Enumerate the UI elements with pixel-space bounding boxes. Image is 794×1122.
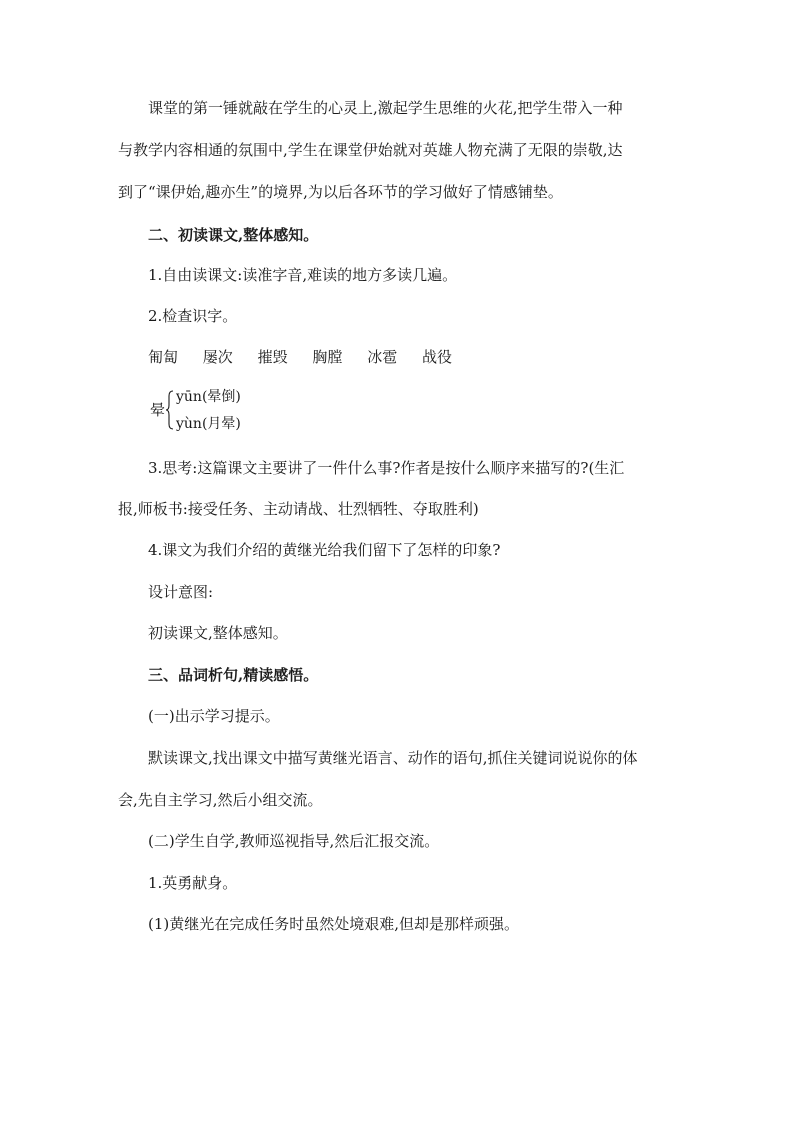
design-label: 设计意图:	[148, 583, 214, 601]
item-3-line-1: 3.思考:这篇课文主要讲了一件什么事?作者是按什么顺序来描写的?(生汇	[148, 459, 625, 477]
intro-line-3: 到了“课伊始,趣亦生”的境界,为以后各环节的学习做好了情感铺垫。	[118, 183, 563, 201]
polyphone-char: 晕	[150, 401, 166, 419]
point-1-1: (1)黄继光在完成任务时虽然处境艰难,但却是那样顽强。	[148, 915, 520, 933]
section3-heading: 三、品词析句,精读感悟。	[148, 666, 319, 684]
sub-1-line-2: 会,先自主学习,然后小组交流。	[118, 791, 323, 809]
polyphone-block	[150, 386, 350, 434]
point-1: 1.英勇献身。	[148, 874, 238, 892]
section2-heading: 二、初读课文,整体感知。	[148, 226, 319, 244]
vocab-word: 战役	[421, 348, 452, 366]
intro-line-2: 与教学内容相通的氛围中,学生在课堂伊始就对英雄人物充满了无限的崇敬,达	[118, 141, 623, 159]
sub-2: (二)学生自学,教师巡视指导,然后汇报交流。	[148, 832, 440, 850]
item-3-line-2: 报,师板书:接受任务、主动请战、壮烈牺牲、夺取胜利)	[118, 500, 479, 518]
item-4: 4.课文为我们介绍的黄继光给我们留下了怎样的印象?	[148, 541, 501, 559]
vocab-list	[148, 347, 678, 367]
vocab-word: 屡次	[202, 348, 233, 366]
sub-1: (一)出示学习提示。	[148, 707, 280, 725]
vocab-word: 胸膛	[312, 348, 343, 366]
polyphone-pron-1: yūn(晕倒)	[176, 389, 241, 405]
sub-1-line-1: 默读课文,找出课文中描写黄继光语言、动作的语句,抓住关键词说说你的体	[148, 749, 638, 767]
brace-icon	[166, 390, 174, 430]
item-2: 2.检查识字。	[148, 307, 238, 325]
vocab-word: 摧毁	[257, 348, 288, 366]
vocab-word: 冰雹	[367, 348, 398, 366]
polyphone-pron-2: yùn(月晕)	[176, 416, 241, 432]
intro-line-1: 课堂的第一锤就敲在学生的心灵上,激起学生思维的火花,把学生带入一种	[148, 99, 623, 117]
design-text: 初读课文,整体感知。	[148, 624, 288, 642]
vocab-word: 匍匐	[148, 348, 179, 366]
item-1: 1.自由读课文:读准字音,难读的地方多读几遍。	[148, 266, 458, 284]
